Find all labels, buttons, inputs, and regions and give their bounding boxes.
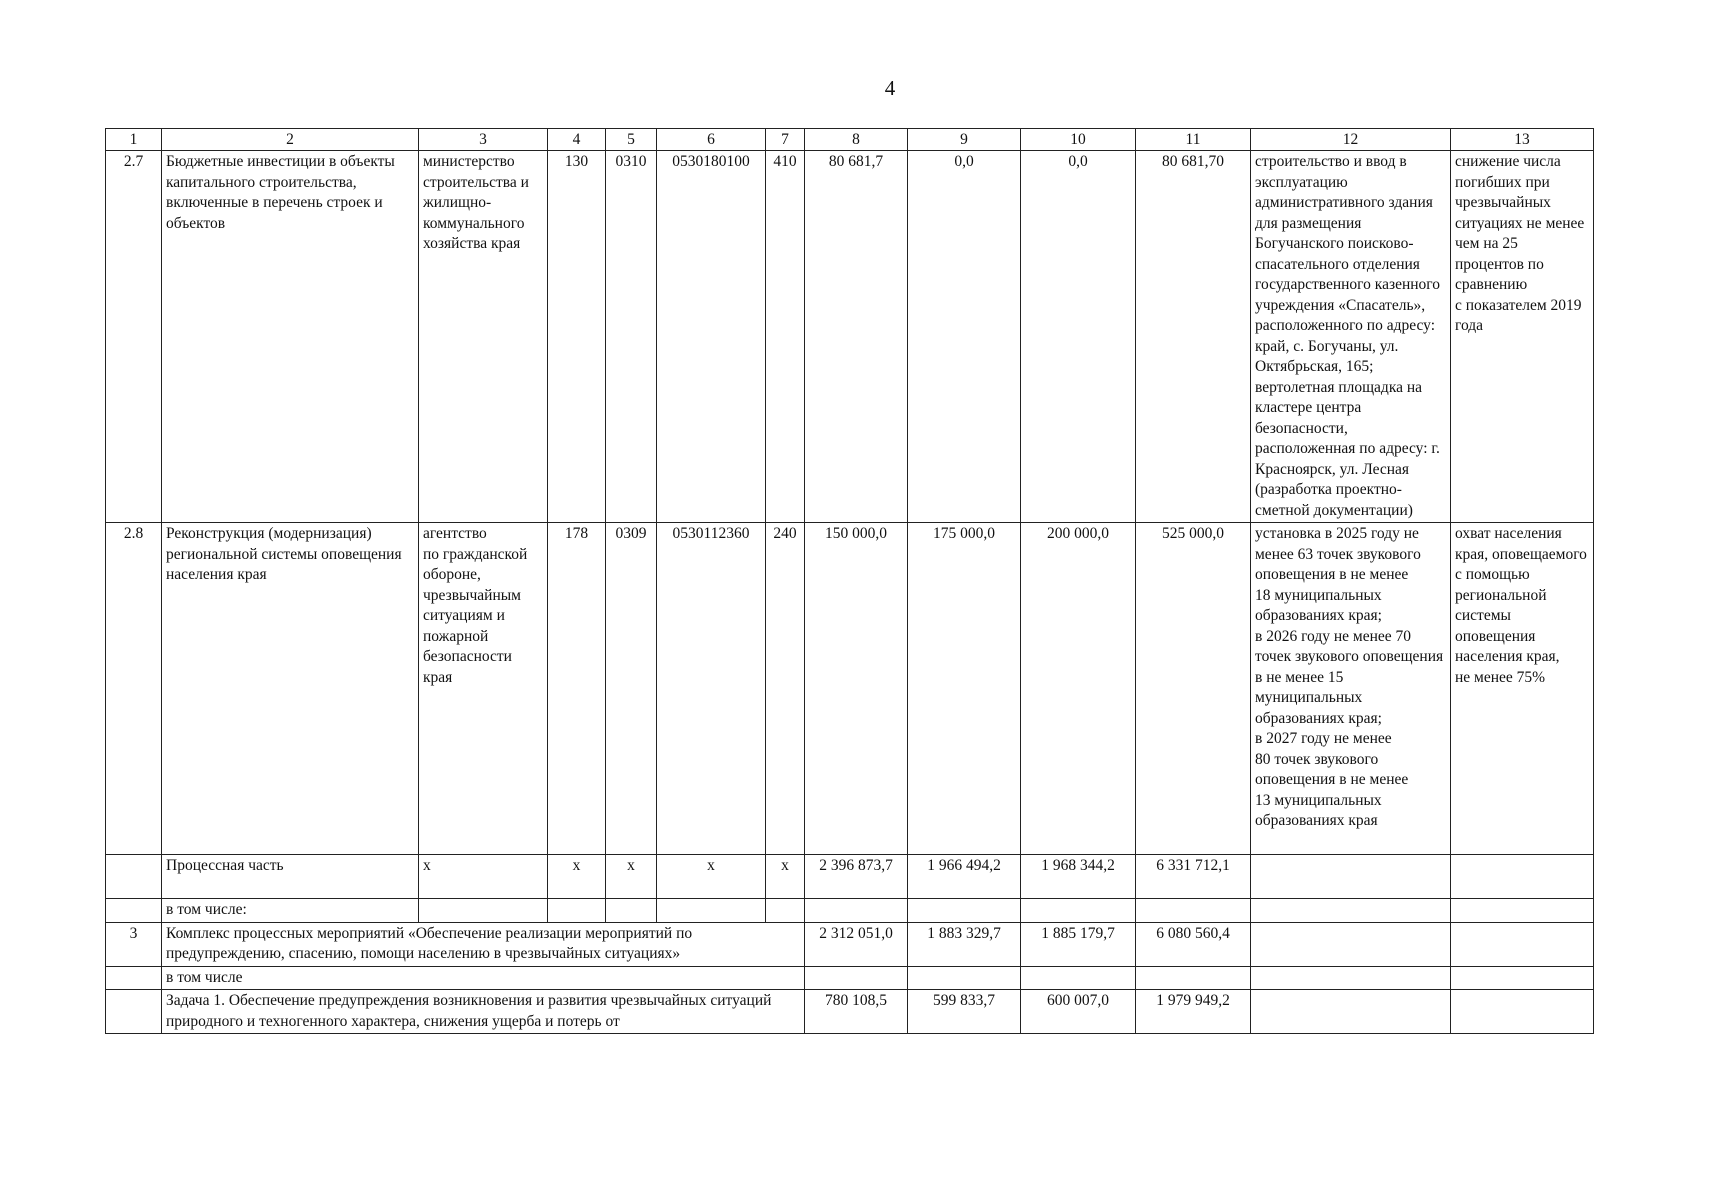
amount-total: 6 080 560,4 [1136, 922, 1251, 966]
amount-2027: 600 007,0 [1021, 990, 1136, 1034]
executor: агентство по гражданской обороне, чрезвычайным ситуациям и пожарной безопасности края [419, 523, 548, 855]
col-header-9: 9 [908, 129, 1021, 151]
executor: министерство строительства и жилищно-коммунального хозяйства края [419, 151, 548, 523]
amount-2025: 2 396 873,7 [805, 855, 908, 899]
vr-code: 240 [766, 523, 805, 855]
grbs-code: 130 [548, 151, 606, 523]
row-number: 2.8 [106, 523, 162, 855]
amount-2026: 0,0 [908, 151, 1021, 523]
amount-2025: 2 312 051,0 [805, 922, 908, 966]
including-label: в том числе: [162, 899, 419, 923]
target-indicator: снижение числа погибших при чрезвычайных ситуациях не менее чем на 25 процентов по сравнению с показателем 2019 года [1451, 151, 1594, 523]
col-header-13: 13 [1451, 129, 1594, 151]
amount-2026: 599 833,7 [908, 990, 1021, 1034]
target-indicator: охват населения края, оповещаемого с помощью региональной системы оповещения населения края, не менее 75% [1451, 523, 1594, 855]
amount-total: 525 000,0 [1136, 523, 1251, 855]
col-header-8: 8 [805, 129, 908, 151]
table-row-2-8 [106, 523, 1594, 855]
csr-code: 0530112360 [657, 523, 766, 855]
amount-2025: 780 108,5 [805, 990, 908, 1034]
amount-total: 1 979 949,2 [1136, 990, 1251, 1034]
col-header-12: 12 [1251, 129, 1451, 151]
program-activities-table [105, 128, 1594, 1034]
including-label: в том числе [162, 966, 805, 990]
expected-result: строительство и ввод в эксплуатацию административного здания для размещения Богучанского поисково-спасательного отделения государственного казенного учреждения «Спасатель», расположенного по адресу: край, с. Богучаны, ул. Октябрьская, 165; вертолетная площадка на кластере центра безопасности, расположенная по адресу: г. Красноярск, ул. Лесная (разработка проектно-сметной документации) [1251, 151, 1451, 523]
table-row-including [106, 899, 1594, 923]
amount-2025: 80 681,7 [805, 151, 908, 523]
page-number: 4 [884, 76, 896, 100]
amount-2027: 200 000,0 [1021, 523, 1136, 855]
csr-code: 0530180100 [657, 151, 766, 523]
amount-2027: 0,0 [1021, 151, 1136, 523]
amount-2026: 1 883 329,7 [908, 922, 1021, 966]
col-header-1: 1 [106, 129, 162, 151]
rzpr-code: 0309 [606, 523, 657, 855]
vr-code: х [766, 855, 805, 899]
activity-name: Комплекс процессных мероприятий «Обеспечение реализации мероприятий по предупреждению, спасению, помощи населению в чрезвычайных ситуациях» [162, 922, 805, 966]
amount-2027: 1 885 179,7 [1021, 922, 1136, 966]
task-name: Задача 1. Обеспечение предупреждения возникновения и развития чрезвычайных ситуаций природного и техногенного характера, снижения ущерба и потерь от [162, 990, 805, 1034]
row-number: 2.7 [106, 151, 162, 523]
amount-2026: 1 966 494,2 [908, 855, 1021, 899]
col-header-10: 10 [1021, 129, 1136, 151]
amount-2027: 1 968 344,2 [1021, 855, 1136, 899]
expected-result: установка в 2025 году не менее 63 точек звукового оповещения в не менее 18 муниципальных образованиях края; в 2026 году не менее 70 точек звукового оповещения в не менее 15 муниципальных образованиях края; в 2027 году не менее 80 точек звукового оповещения в не менее 13 муниципальных образованиях края [1251, 523, 1451, 855]
grbs-code: 178 [548, 523, 606, 855]
row-number: 3 [106, 922, 162, 966]
table-row-2-7 [106, 151, 1594, 523]
col-header-2: 2 [162, 129, 419, 151]
executor: х [419, 855, 548, 899]
csr-code: х [657, 855, 766, 899]
table-row-task-1 [106, 990, 1594, 1034]
amount-2025: 150 000,0 [805, 523, 908, 855]
col-header-7: 7 [766, 129, 805, 151]
table-row-process-part [106, 855, 1594, 899]
rzpr-code: х [606, 855, 657, 899]
grbs-code: х [548, 855, 606, 899]
activity-name: Реконструкция (модернизация) региональной системы оповещения населения края [162, 523, 419, 855]
col-header-3: 3 [419, 129, 548, 151]
table-row-including [106, 966, 1594, 990]
activity-name: Процессная часть [162, 855, 419, 899]
amount-2026: 175 000,0 [908, 523, 1021, 855]
amount-total: 80 681,70 [1136, 151, 1251, 523]
col-header-5: 5 [606, 129, 657, 151]
table-row-3 [106, 922, 1594, 966]
activity-name: Бюджетные инвестиции в объекты капитального строительства, включенные в перечень строек и объектов [162, 151, 419, 523]
vr-code: 410 [766, 151, 805, 523]
amount-total: 6 331 712,1 [1136, 855, 1251, 899]
column-number-row [106, 129, 1594, 151]
col-header-6: 6 [657, 129, 766, 151]
col-header-4: 4 [548, 129, 606, 151]
col-header-11: 11 [1136, 129, 1251, 151]
rzpr-code: 0310 [606, 151, 657, 523]
